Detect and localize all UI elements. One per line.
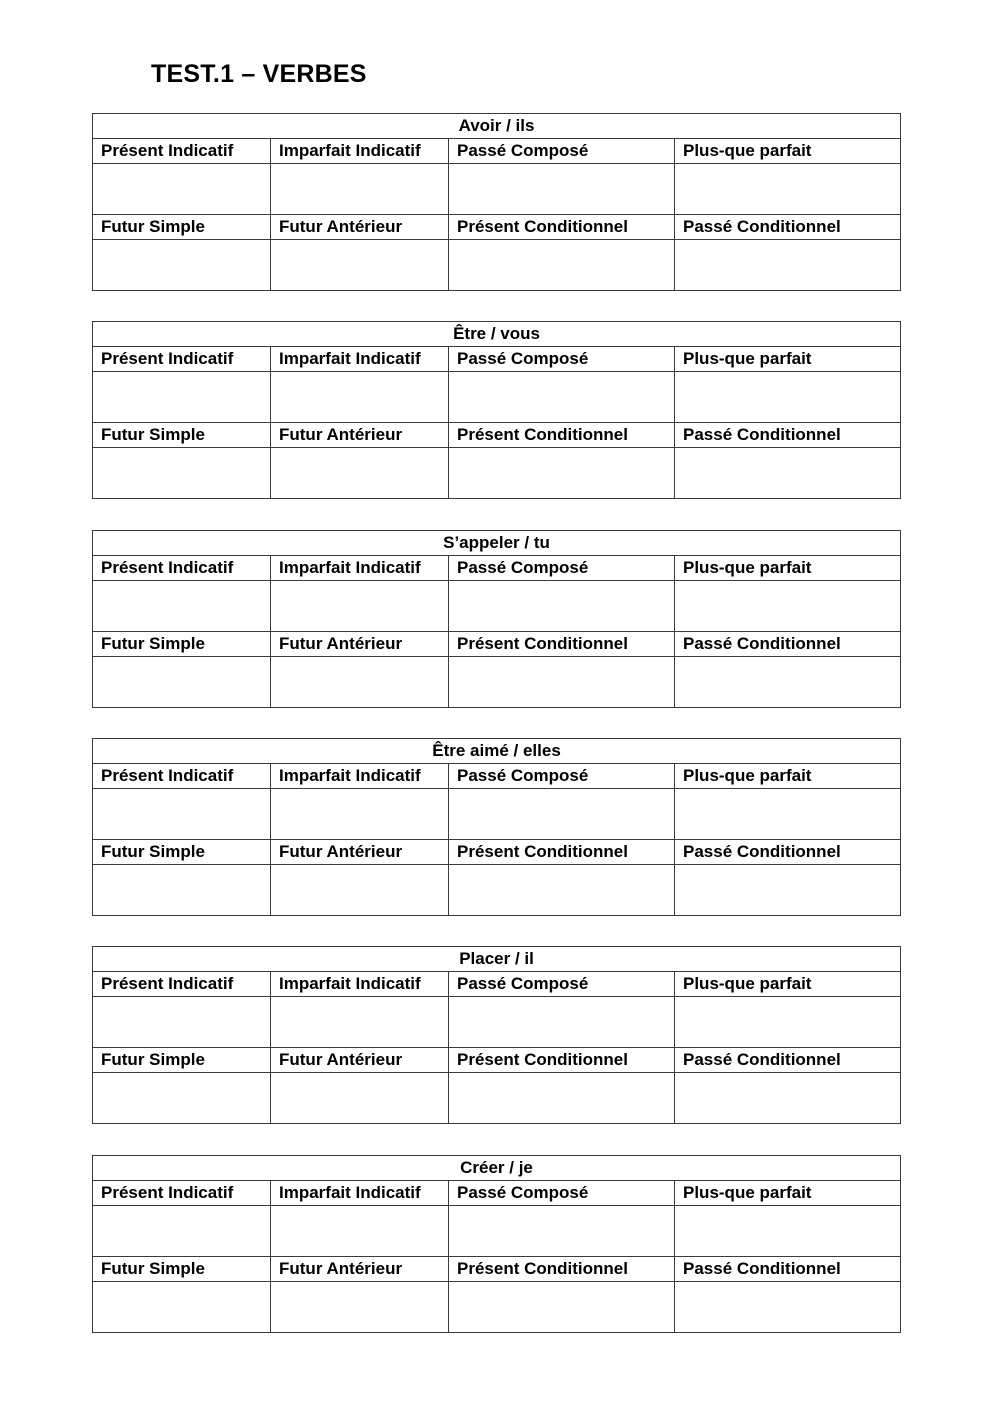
tense-label: Passé Conditionnel	[675, 632, 901, 657]
answer-cell[interactable]	[271, 789, 449, 840]
answer-cell[interactable]	[449, 164, 675, 215]
answer-cell[interactable]	[449, 1073, 675, 1124]
tense-label: Présent Indicatif	[93, 972, 271, 997]
tense-label: Présent Indicatif	[93, 139, 271, 164]
tense-label: Plus-que parfait	[675, 139, 901, 164]
verb-pronoun-title: Placer / il	[93, 947, 901, 972]
verb-pronoun-title: Créer / je	[93, 1156, 901, 1181]
answer-cell[interactable]	[93, 865, 271, 916]
tense-label: Passé Conditionnel	[675, 840, 901, 865]
tense-label: Futur Simple	[93, 423, 271, 448]
tense-label: Passé Conditionnel	[675, 423, 901, 448]
answer-cell[interactable]	[93, 997, 271, 1048]
answer-cell[interactable]	[271, 1282, 449, 1333]
answer-cell[interactable]	[449, 240, 675, 291]
tense-label: Imparfait Indicatif	[271, 556, 449, 581]
tense-label: Futur Antérieur	[271, 215, 449, 240]
tense-label: Présent Conditionnel	[449, 632, 675, 657]
tense-label: Passé Composé	[449, 1181, 675, 1206]
tense-label: Plus-que parfait	[675, 972, 901, 997]
answer-cell[interactable]	[93, 164, 271, 215]
tense-label: Passé Conditionnel	[675, 1048, 901, 1073]
answer-cell[interactable]	[675, 1282, 901, 1333]
answer-cell[interactable]	[271, 1073, 449, 1124]
tense-label: Imparfait Indicatif	[271, 972, 449, 997]
answer-cell[interactable]	[449, 372, 675, 423]
answer-cell[interactable]	[271, 372, 449, 423]
answer-cell[interactable]	[271, 997, 449, 1048]
tense-label: Futur Antérieur	[271, 840, 449, 865]
tense-label: Futur Antérieur	[271, 1257, 449, 1282]
tense-label: Passé Conditionnel	[675, 1257, 901, 1282]
tense-label: Plus-que parfait	[675, 556, 901, 581]
answer-cell[interactable]	[675, 372, 901, 423]
tense-label: Présent Conditionnel	[449, 423, 675, 448]
answer-cell[interactable]	[675, 448, 901, 499]
answer-cell[interactable]	[93, 657, 271, 708]
verb-table	[92, 946, 901, 1124]
answer-cell[interactable]	[675, 997, 901, 1048]
answer-cell[interactable]	[93, 581, 271, 632]
tense-label: Plus-que parfait	[675, 1181, 901, 1206]
tense-label: Futur Antérieur	[271, 1048, 449, 1073]
answer-cell[interactable]	[449, 789, 675, 840]
verb-pronoun-title: S’appeler / tu	[93, 531, 901, 556]
verb-pronoun-title: Avoir / ils	[93, 114, 901, 139]
tense-label: Présent Conditionnel	[449, 1257, 675, 1282]
answer-cell[interactable]	[449, 1206, 675, 1257]
answer-cell[interactable]	[675, 164, 901, 215]
answer-cell[interactable]	[271, 657, 449, 708]
verb-table	[92, 321, 901, 499]
answer-cell[interactable]	[675, 240, 901, 291]
answer-cell[interactable]	[93, 1073, 271, 1124]
answer-cell[interactable]	[675, 865, 901, 916]
answer-cell[interactable]	[271, 865, 449, 916]
answer-cell[interactable]	[93, 1206, 271, 1257]
tense-label: Passé Composé	[449, 764, 675, 789]
tense-label: Futur Simple	[93, 1257, 271, 1282]
answer-cell[interactable]	[93, 372, 271, 423]
answer-cell[interactable]	[449, 581, 675, 632]
answer-cell[interactable]	[675, 581, 901, 632]
tense-label: Présent Indicatif	[93, 556, 271, 581]
answer-cell[interactable]	[271, 581, 449, 632]
answer-cell[interactable]	[93, 1282, 271, 1333]
tense-label: Passé Composé	[449, 972, 675, 997]
answer-cell[interactable]	[93, 240, 271, 291]
tense-label: Futur Simple	[93, 840, 271, 865]
tense-label: Imparfait Indicatif	[271, 1181, 449, 1206]
answer-cell[interactable]	[449, 1282, 675, 1333]
answer-cell[interactable]	[271, 164, 449, 215]
answer-cell[interactable]	[93, 789, 271, 840]
answer-cell[interactable]	[271, 240, 449, 291]
tense-label: Futur Antérieur	[271, 423, 449, 448]
tense-label: Plus-que parfait	[675, 347, 901, 372]
answer-cell[interactable]	[675, 1073, 901, 1124]
verb-pronoun-title: Être / vous	[93, 322, 901, 347]
answer-cell[interactable]	[271, 1206, 449, 1257]
tense-label: Imparfait Indicatif	[271, 347, 449, 372]
verb-table	[92, 530, 901, 708]
tense-label: Présent Indicatif	[93, 764, 271, 789]
answer-cell[interactable]	[675, 657, 901, 708]
tense-label: Présent Indicatif	[93, 1181, 271, 1206]
verb-pronoun-title: Être aimé / elles	[93, 739, 901, 764]
answer-cell[interactable]	[449, 997, 675, 1048]
tense-label: Passé Conditionnel	[675, 215, 901, 240]
tense-label: Futur Antérieur	[271, 632, 449, 657]
tense-label: Imparfait Indicatif	[271, 764, 449, 789]
answer-cell[interactable]	[675, 789, 901, 840]
tense-label: Imparfait Indicatif	[271, 139, 449, 164]
answer-cell[interactable]	[93, 448, 271, 499]
tense-label: Passé Composé	[449, 139, 675, 164]
tense-label: Présent Conditionnel	[449, 840, 675, 865]
tense-label: Plus-que parfait	[675, 764, 901, 789]
tense-label: Présent Conditionnel	[449, 1048, 675, 1073]
answer-cell[interactable]	[449, 657, 675, 708]
verb-table	[92, 1155, 901, 1333]
verb-table	[92, 738, 901, 916]
tense-label: Passé Composé	[449, 556, 675, 581]
answer-cell[interactable]	[675, 1206, 901, 1257]
tense-label: Présent Conditionnel	[449, 215, 675, 240]
tense-label: Futur Simple	[93, 215, 271, 240]
page-title: TEST.1 – VERBES	[151, 60, 367, 88]
tense-label: Futur Simple	[93, 1048, 271, 1073]
answer-cell[interactable]	[449, 865, 675, 916]
tense-label: Passé Composé	[449, 347, 675, 372]
tense-label: Futur Simple	[93, 632, 271, 657]
tense-label: Présent Indicatif	[93, 347, 271, 372]
verb-table	[92, 113, 901, 291]
answer-cell[interactable]	[271, 448, 449, 499]
answer-cell[interactable]	[449, 448, 675, 499]
